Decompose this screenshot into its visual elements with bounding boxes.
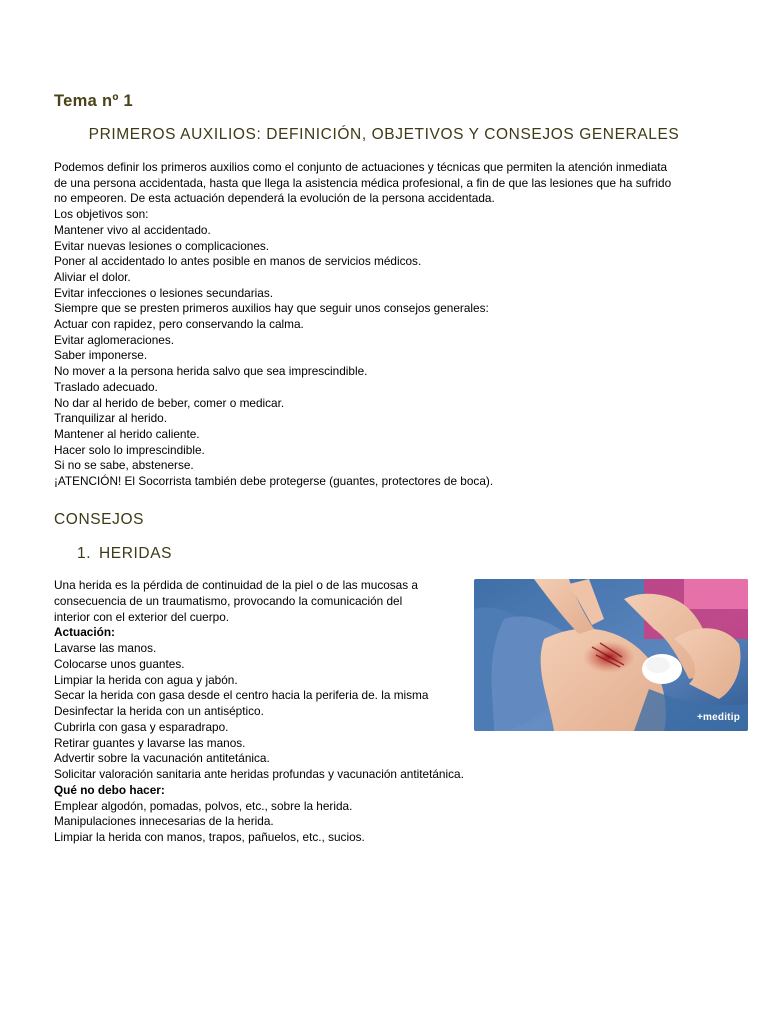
objective-item: Evitar nuevas lesiones o complicaciones. — [54, 238, 270, 253]
actuacion-item: Limpiar la herida con agua y jabón. — [54, 672, 238, 687]
advice-item: Saber imponerse. — [54, 348, 148, 363]
advice-item: No dar al herido de beber, comer o medicar. — [54, 395, 285, 410]
actuacion-item: Secar la herida con gasa desde el centro hacia la periferia de. la misma — [54, 688, 429, 703]
intro-section — [54, 160, 724, 490]
heridas-definition-line: interior con el exterior del cuerpo. — [54, 609, 230, 624]
objective-item: Poner al accidentado lo antes posible en manos de servicios médicos. — [54, 254, 422, 269]
advice-item: Evitar aglomeraciones. — [54, 332, 174, 347]
advice-label: Siempre que se presten primeros auxilios hay que seguir unos consejos generales: — [54, 301, 489, 316]
actuacion-item: Desinfectar la herida con un antiséptico. — [54, 704, 264, 718]
actuacion-item: Advertir sobre la vacunación antitetánica. — [54, 751, 270, 766]
actuacion-label: Actuación: — [54, 625, 115, 640]
advice-item: Mantener al herido caliente. — [54, 426, 200, 441]
advice-item: Tranquilizar al herido. — [54, 411, 167, 426]
definition-line: Podemos definir los primeros auxilios como el conjunto de actuaciones y técnicas que permiten la atención inmediata — [54, 160, 668, 174]
attention-note: ¡ATENCIÓN! El Socorrista también debe protegerse (guantes, protectores de boca). — [54, 474, 494, 489]
advice-item: Traslado adecuado. — [54, 379, 158, 394]
objectives-label: Los objetivos son: — [54, 207, 149, 222]
advice-item: Actuar con rapidez, pero conservando la calma. — [54, 317, 304, 332]
actuacion-item: Solicitar valoración sanitaria ante heridas profundas y vacunación antitetánica. — [54, 767, 464, 781]
wound-care-photo — [474, 579, 748, 731]
photo-watermark: +meditip — [697, 712, 740, 723]
subsection-number: 1. — [77, 545, 92, 562]
heridas-definition-line: Una herida es la pérdida de continuidad de la piel o de las mucosas a — [54, 578, 418, 592]
definition-line: de una persona accidentada, hasta que llega la asistencia médica profesional, a fin de que las lesiones que ha sufrido — [54, 175, 672, 190]
definition-paragraph — [54, 160, 724, 207]
actuacion-item: Lavarse las manos. — [54, 641, 157, 655]
actuacion-item: Retirar guantes y lavarse las manos. — [54, 735, 246, 750]
subsection-title: HERIDAS — [99, 545, 173, 562]
subsection-heading-heridas — [77, 545, 172, 563]
objective-item: Mantener vivo al accidentado. — [54, 222, 211, 237]
actuacion-item: Cubrirla con gasa y esparadrapo. — [54, 719, 229, 734]
heridas-definition-line: consecuencia de un traumatismo, provocando la comunicación del — [54, 593, 403, 608]
no-hacer-label: Qué no debo hacer: — [54, 782, 165, 797]
objective-item: Aliviar el dolor. — [54, 269, 131, 284]
advice-item: Hacer solo lo imprescindible. — [54, 442, 205, 457]
no-hacer-item: Limpiar la herida con manos, trapos, pañuelos, etc., sucios. — [54, 830, 365, 844]
advice-item: Si no se sabe, abstenerse. — [54, 458, 194, 473]
wound-care-illustration — [474, 579, 748, 731]
page-title: PRIMEROS AUXILIOS: DEFINICIÓN, OBJETIVOS Y CONSEJOS GENERALES — [88, 126, 680, 143]
theme-label: Tema nº 1 — [54, 92, 134, 110]
objective-item: Evitar infecciones o lesiones secundarias. — [54, 285, 274, 300]
heridas-section — [54, 578, 524, 846]
no-hacer-item: Emplear algodón, pomadas, polvos, etc., sobre la herida. — [54, 798, 353, 813]
section-heading-consejos: CONSEJOS — [54, 511, 145, 528]
advice-item: No mover a la persona herida salvo que sea imprescindible. — [54, 364, 368, 379]
no-hacer-item: Manipulaciones innecesarias de la herida. — [54, 814, 274, 829]
definition-line: no empeoren. De esta actuación dependerá la evolución de la persona accidentada. — [54, 191, 495, 206]
actuacion-item: Colocarse unos guantes. — [54, 656, 185, 671]
